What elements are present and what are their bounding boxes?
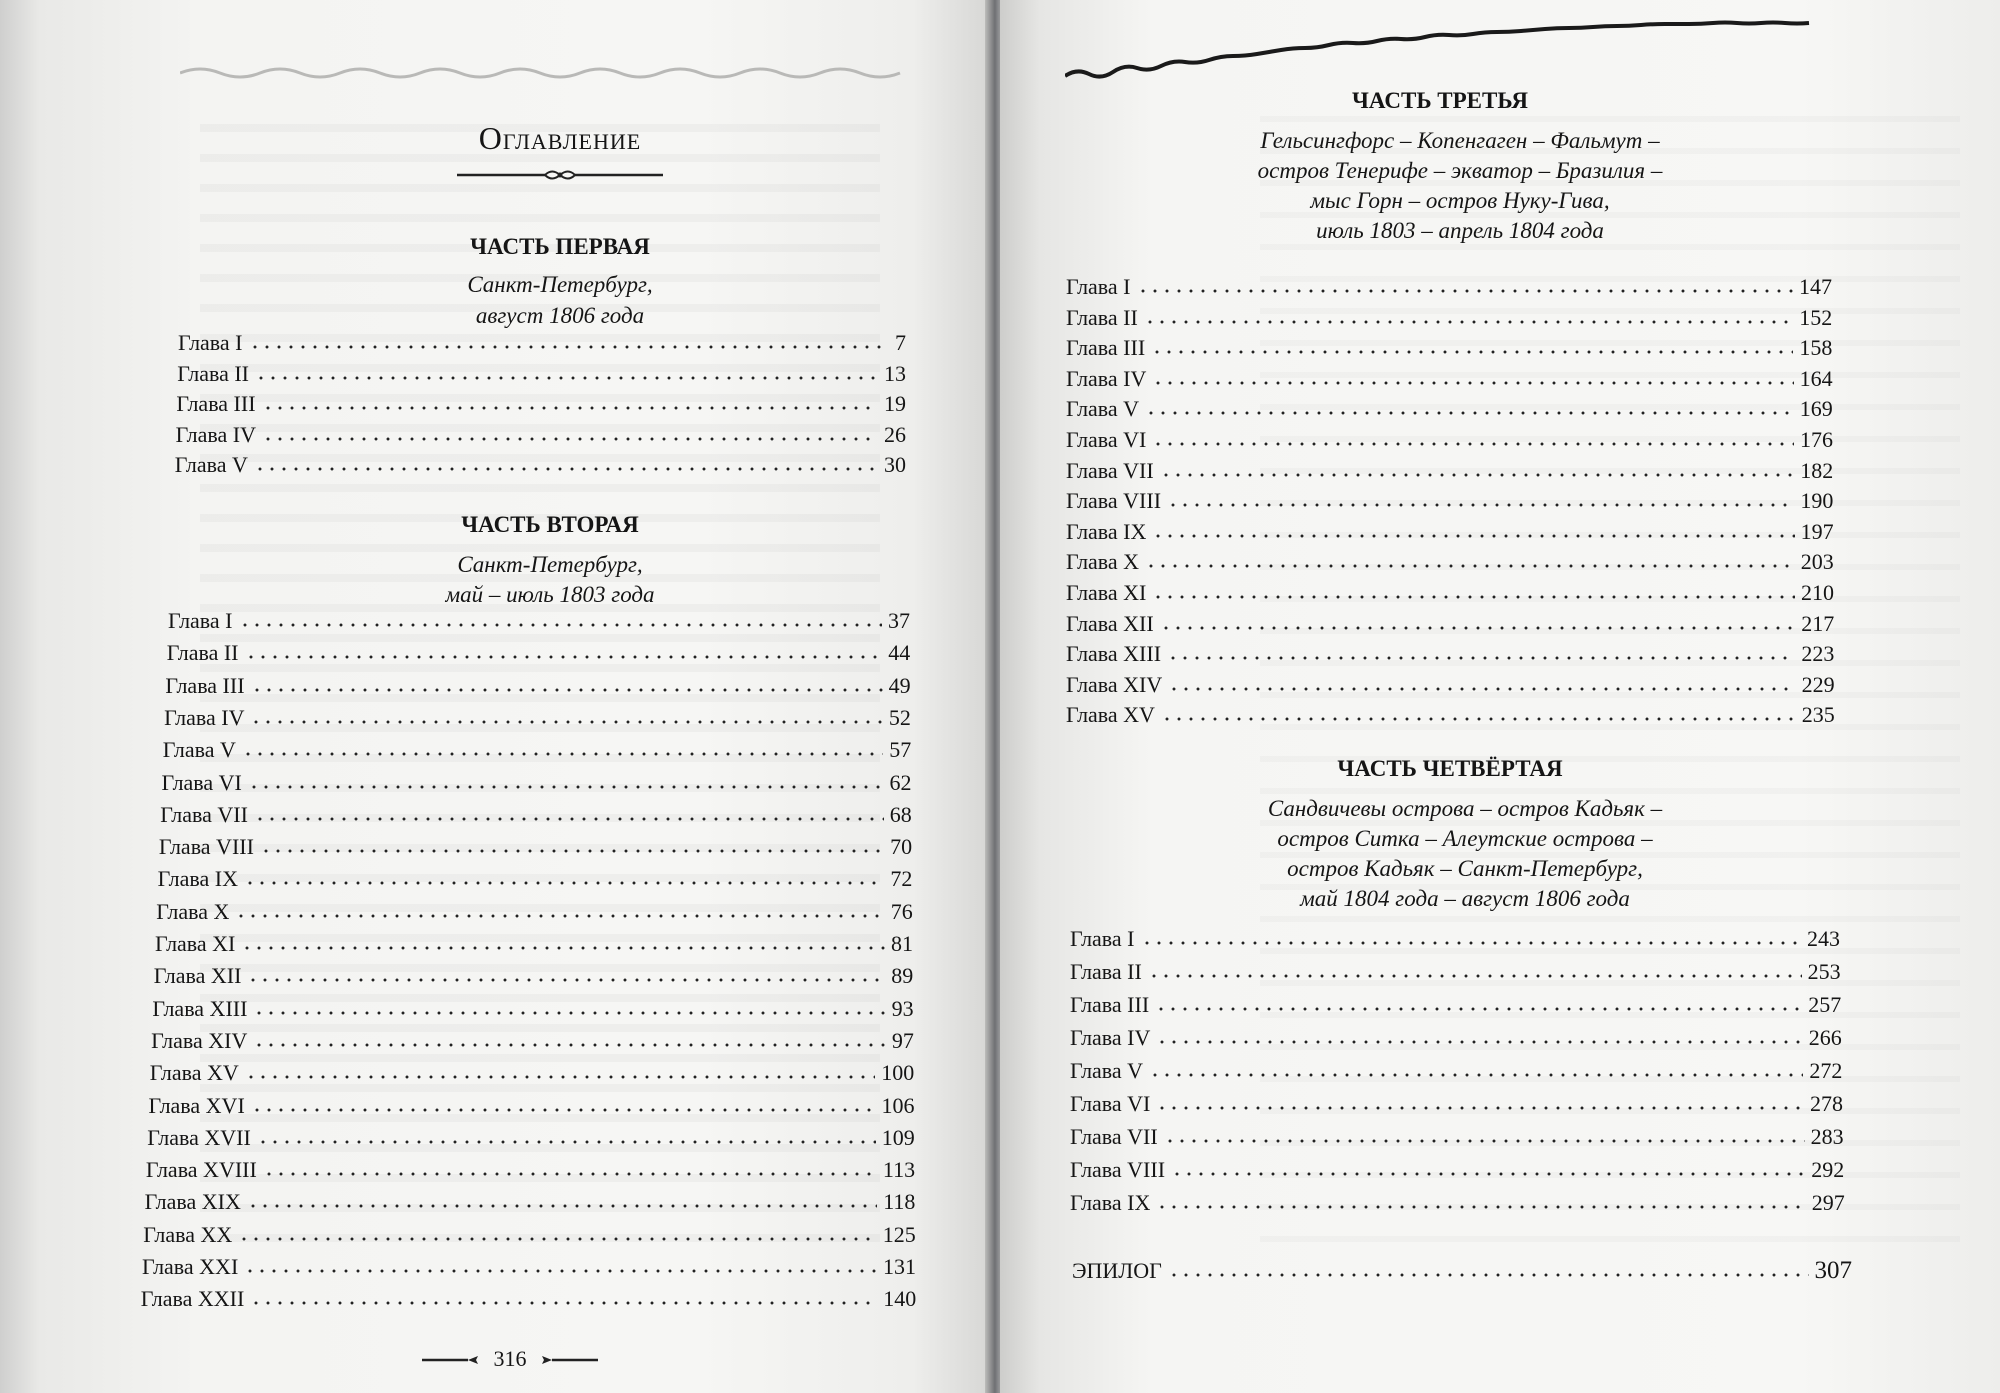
chapter-label: Глава IV [1070,1025,1151,1050]
leader-dots [241,944,885,952]
chapter-page-number: 106 [881,1092,915,1118]
chapter-page-number: 113 [882,1157,916,1183]
leader-dots [1156,1104,1804,1112]
chapter-label: Глава XVII [147,1124,251,1150]
chapter-label: Глава X [1066,549,1140,575]
toc-chapter-row[interactable] [168,608,910,634]
leader-dots [245,653,883,661]
leader-dots [244,879,884,887]
chapter-page-number: 272 [1809,1058,1843,1083]
chapter-label: Глава I [168,608,233,633]
chapter-label: Глава I [178,330,243,355]
toc-chapter-row[interactable] [147,1125,915,1151]
chapter-label: Глава II [1070,959,1142,984]
part-3-subtitle-line-4: июль 1803 – апрель 1804 года [1316,218,1604,243]
chapter-label: Глава IX [1066,518,1147,544]
part-4-subtitle-line-1: Сандвичевы острова – остров Кадьяк – [1267,796,1663,821]
chapter-page-number: 210 [1801,580,1834,605]
toc-chapter-row[interactable] [1066,335,1832,361]
chapter-page-number: 19 [883,391,906,416]
leader-dots [1156,1203,1805,1211]
leader-dots [257,1138,876,1146]
chapter-page-number: 182 [1800,457,1834,483]
chapter-label: Глава IV [175,421,256,447]
chapter-label: Глава XV [149,1060,239,1086]
leader-dots [250,1299,877,1307]
toc-chapter-row[interactable] [152,996,913,1022]
toc-chapter-row[interactable] [145,1189,916,1215]
leader-dots [251,1106,876,1114]
chapter-label: Глава X [156,898,230,924]
leader-dots [247,976,885,984]
toc-chapter-row[interactable] [154,963,914,989]
chapter-page-number: 229 [1801,671,1835,697]
chapter-page-number: 81 [891,931,913,956]
part-4-subtitle-line-3: остров Кадьяк – Санкт-Петербург, [1287,856,1643,881]
toc-chapter-row[interactable] [164,705,911,731]
part-2-subtitle-line-1: Санкт-Петербург, [457,552,643,577]
chapter-page-number: 30 [883,452,906,477]
chapter-label: Глава XVIII [145,1157,257,1183]
part-3-title: ЧАСТЬ ТРЕТЬЯ [1352,88,1528,113]
leader-dots [253,1041,886,1049]
chapter-page-number: 164 [1799,365,1833,391]
leader-dots [1171,1170,1805,1178]
chapter-label: Глава V [1070,1058,1144,1083]
chapter-page-number: 109 [881,1124,915,1150]
leader-dots [1137,287,1794,295]
part-4-title: ЧАСТЬ ЧЕТВЁРТАЯ [1337,756,1563,781]
chapter-label: Глава IX [157,866,238,892]
toc-chapter-row[interactable] [141,1286,917,1312]
toc-chapter-row[interactable] [1066,488,1833,514]
chapter-page-number: 72 [890,866,913,892]
chapter-page-number: 89 [891,963,914,989]
toc-chapter-row[interactable] [155,931,913,957]
chapter-label: Глава III [1070,992,1150,1017]
chapter-page-number: 131 [883,1254,916,1279]
toc-chapter-row[interactable] [163,737,911,763]
chapter-label: Глава XXII [140,1286,245,1312]
toc-chapter-row[interactable] [176,422,906,448]
part-1-subtitle-line-1: Санкт-Петербург, [467,272,653,297]
chapter-page-number: 243 [1807,926,1840,951]
leader-dots [239,621,883,629]
chapter-label: Глава III [176,391,256,416]
toc-chapter-row[interactable] [1066,458,1833,484]
part-3-subtitle-line-3: мыс Горн – остров Нуку-Гива, [1310,188,1610,213]
leader-dots [235,912,884,920]
chapter-page-number: 203 [1800,549,1834,575]
chapter-label: Глава IV [1066,365,1147,391]
chapter-label: Глава VII [1066,457,1154,483]
chapter-page-number: 140 [883,1286,917,1312]
toc-chapter-row[interactable] [165,673,910,699]
toc-chapter-row[interactable] [159,834,912,860]
toc-chapter-row[interactable] [162,770,912,796]
leader-dots [1167,654,1795,662]
toc-chapter-row[interactable] [1070,1058,1842,1084]
toc-chapter-row[interactable] [158,866,913,892]
leader-dots [262,404,878,412]
chapter-label: Глава I [1070,926,1135,951]
chapter-label: Глава V [162,737,236,763]
leader-dots [1168,1271,1809,1279]
chapter-page-number: 52 [888,704,911,730]
toc-chapter-row[interactable] [1066,274,1832,300]
leader-dots [1164,1137,1805,1145]
part-4-subtitle-line-2: остров Ситка – Алеутские острова – [1277,826,1653,851]
leader-dots [1144,318,1793,326]
chapter-label: Глава VIII [1066,488,1162,514]
leader-dots [249,343,890,351]
part-3-subtitle-line-1: Гельсингфорс – Копенгаген – Фальмут – [1260,128,1660,153]
chapter-label: Глава VI [161,769,242,795]
leader-dots [1149,1071,1803,1079]
chapter-label: Глава VIII [1070,1157,1166,1182]
chapter-label: Глава IV [164,704,245,730]
toc-chapter-row[interactable] [1070,959,1841,985]
chapter-page-number: 297 [1811,1190,1845,1215]
part-3-subtitle-line-2: остров Тенерифе – экватор – Бразилия – [1257,158,1663,183]
part-1-subtitle-line-2: август 1806 года [475,303,645,328]
toc-chapter-row[interactable] [1070,1025,1842,1051]
page-number: 316 [493,1346,527,1371]
leader-dots [263,1170,877,1178]
toc-chapter-row[interactable] [176,391,906,417]
chapter-page-number: 253 [1807,959,1841,984]
chapter-page-number: 70 [890,834,913,860]
leader-dots [1160,471,1794,479]
epilogue-label: ЭПИЛОГ [1072,1258,1162,1283]
chapter-page-number: 190 [1800,488,1834,514]
chapter-label: Глава VI [1070,1091,1151,1116]
part-1-title: ЧАСТЬ ПЕРВАЯ [470,234,650,259]
toc-chapter-row[interactable] [156,899,912,925]
chapter-label: Глава VI [1066,427,1147,452]
toc-chapter-row[interactable] [149,1093,915,1119]
toc-chapter-row[interactable] [1066,519,1834,545]
chapter-page-number: 266 [1808,1025,1842,1050]
toc-chapter-row[interactable] [1066,702,1835,728]
chapter-page-number: 97 [891,1027,914,1053]
toc-title: Оглавление [478,120,642,156]
chapter-page-number: 26 [883,421,906,447]
chapter-label: Глава V [1066,396,1140,422]
chapter-page-number: 147 [1799,274,1832,299]
leader-dots [245,1073,875,1081]
chapter-page-number: 37 [888,608,910,633]
chapter-label: Глава XX [143,1221,233,1247]
toc-chapter-row[interactable] [146,1157,915,1183]
chapter-label: Глава XIV [1066,671,1163,697]
page-number-ornament-left [420,1354,480,1366]
chapter-label: Глава XII [1066,610,1154,636]
chapter-label: Глава XIV [151,1027,248,1053]
top-wavy-ornament [1065,14,1815,84]
chapter-label: Глава VIII [158,834,254,860]
top-ornament-line [180,60,920,86]
leader-dots [1148,972,1802,980]
chapter-page-number: 235 [1801,702,1835,728]
leader-dots [1160,624,1795,632]
leader-dots [1152,593,1795,601]
chapter-page-number: 118 [883,1189,916,1215]
leader-dots [247,1202,877,1210]
leader-dots [1167,501,1794,509]
toc-chapter-row[interactable] [143,1222,915,1248]
leader-dots [253,1009,885,1017]
toc-chapter-row[interactable] [1070,926,1840,952]
leader-dots [1141,939,1802,947]
chapter-page-number: 125 [882,1221,916,1247]
epilogue-entry[interactable] [1072,1258,1852,1284]
toc-chapter-row[interactable] [1066,580,1834,606]
chapter-page-number: 152 [1799,304,1833,330]
chapter-label: Глава III [1066,335,1146,361]
leader-dots [1152,440,1794,448]
part-2-title: ЧАСТЬ ВТОРАЯ [461,512,639,537]
leader-dots [251,686,883,694]
title-flourish [455,166,665,184]
right-page [1000,0,2000,1393]
toc-chapter-row[interactable] [1070,1124,1844,1150]
chapter-label: Глава XIII [152,995,248,1021]
leader-dots [260,847,884,855]
toc-chapter-row[interactable] [160,802,912,828]
chapter-page-number: 283 [1810,1124,1844,1149]
toc-chapter-row[interactable] [142,1254,916,1280]
left-page [0,0,992,1393]
chapter-page-number: 257 [1808,992,1842,1017]
toc-chapter-row[interactable] [178,330,906,356]
leader-dots [1151,348,1793,356]
leader-dots [1145,409,1794,417]
toc-chapter-row[interactable] [167,640,911,666]
leader-dots [244,1267,877,1275]
chapter-label: Глава XVI [148,1092,245,1118]
chapter-label: Глава II [166,640,239,666]
toc-chapter-row[interactable] [1070,992,1841,1018]
chapter-page-number: 169 [1799,396,1833,422]
toc-chapter-row[interactable] [1066,549,1834,575]
chapter-page-number: 176 [1800,427,1833,452]
chapter-page-number: 100 [881,1060,915,1086]
chapter-label: Глава XI [155,931,236,956]
chapter-page-number: 158 [1799,335,1833,361]
leader-dots [1152,532,1794,540]
leader-dots [1145,562,1795,570]
chapter-page-number: 217 [1801,610,1835,636]
chapter-page-number: 197 [1800,518,1834,544]
leader-dots [1168,685,1795,693]
leader-dots [262,435,878,443]
chapter-label: Глава XII [153,963,242,989]
chapter-page-number: 62 [889,769,912,795]
chapter-page-number: 57 [889,737,912,763]
chapter-label: Глава II [177,360,250,386]
chapter-label: Глава V [174,452,248,477]
toc-chapter-row[interactable] [1066,427,1833,453]
chapter-page-number: 7 [895,330,906,355]
chapter-page-number: 49 [888,672,911,698]
leader-dots [254,465,878,473]
chapter-label: Глава III [165,672,245,698]
leader-dots [1152,379,1793,387]
leader-dots [238,1235,876,1243]
leader-dots [1161,715,1796,723]
chapter-label: Глава I [1066,274,1131,299]
leader-dots [250,718,882,726]
toc-chapter-row[interactable] [1070,1190,1845,1216]
toc-chapter-row[interactable] [1066,305,1832,331]
chapter-page-number: 76 [890,898,913,924]
leader-dots [254,815,884,823]
toc-chapter-row[interactable] [1066,641,1834,667]
leader-dots [248,783,884,791]
part-2-subtitle-line-2: май – июль 1803 года [445,582,655,607]
chapter-page-number: 13 [883,360,906,386]
toc-chapter-row[interactable] [1066,396,1833,422]
toc-chapter-row[interactable] [1066,672,1835,698]
toc-chapter-row[interactable] [150,1060,914,1086]
toc-chapter-row[interactable] [1066,366,1833,392]
chapter-label: Глава XIX [144,1189,241,1215]
chapter-page-number: 68 [889,801,912,827]
chapter-label: Глава XXI [142,1254,239,1279]
chapter-page-number: 223 [1801,641,1835,667]
page-number-ornament-right [540,1354,600,1366]
chapter-label: Глава VII [1070,1124,1158,1149]
leader-dots [1155,1005,1802,1013]
chapter-page-number: 93 [891,995,914,1021]
toc-chapter-row[interactable] [1070,1091,1843,1117]
epilogue-page: 307 [1814,1257,1852,1284]
toc-chapter-row[interactable] [1066,611,1834,637]
leader-dots [242,750,883,758]
part-4-subtitle-line-4: май 1804 года – август 1806 года [1300,886,1630,911]
chapter-label: Глава IX [1070,1190,1151,1215]
chapter-label: Глава XIII [1066,641,1162,667]
chapter-label: Глава VII [160,801,248,827]
chapter-label: Глава XI [1066,580,1147,605]
toc-chapter-row[interactable] [175,452,906,478]
toc-chapter-row[interactable] [177,361,906,387]
leader-dots [1156,1038,1802,1046]
chapter-label: Глава XV [1066,702,1155,728]
chapter-page-number: 44 [888,640,911,666]
toc-chapter-row[interactable] [151,1028,914,1054]
toc-chapter-row[interactable] [1070,1157,1844,1183]
chapter-label: Глава II [1066,304,1138,330]
chapter-page-number: 278 [1810,1091,1843,1116]
leader-dots [255,374,878,382]
chapter-page-number: 292 [1811,1157,1845,1182]
